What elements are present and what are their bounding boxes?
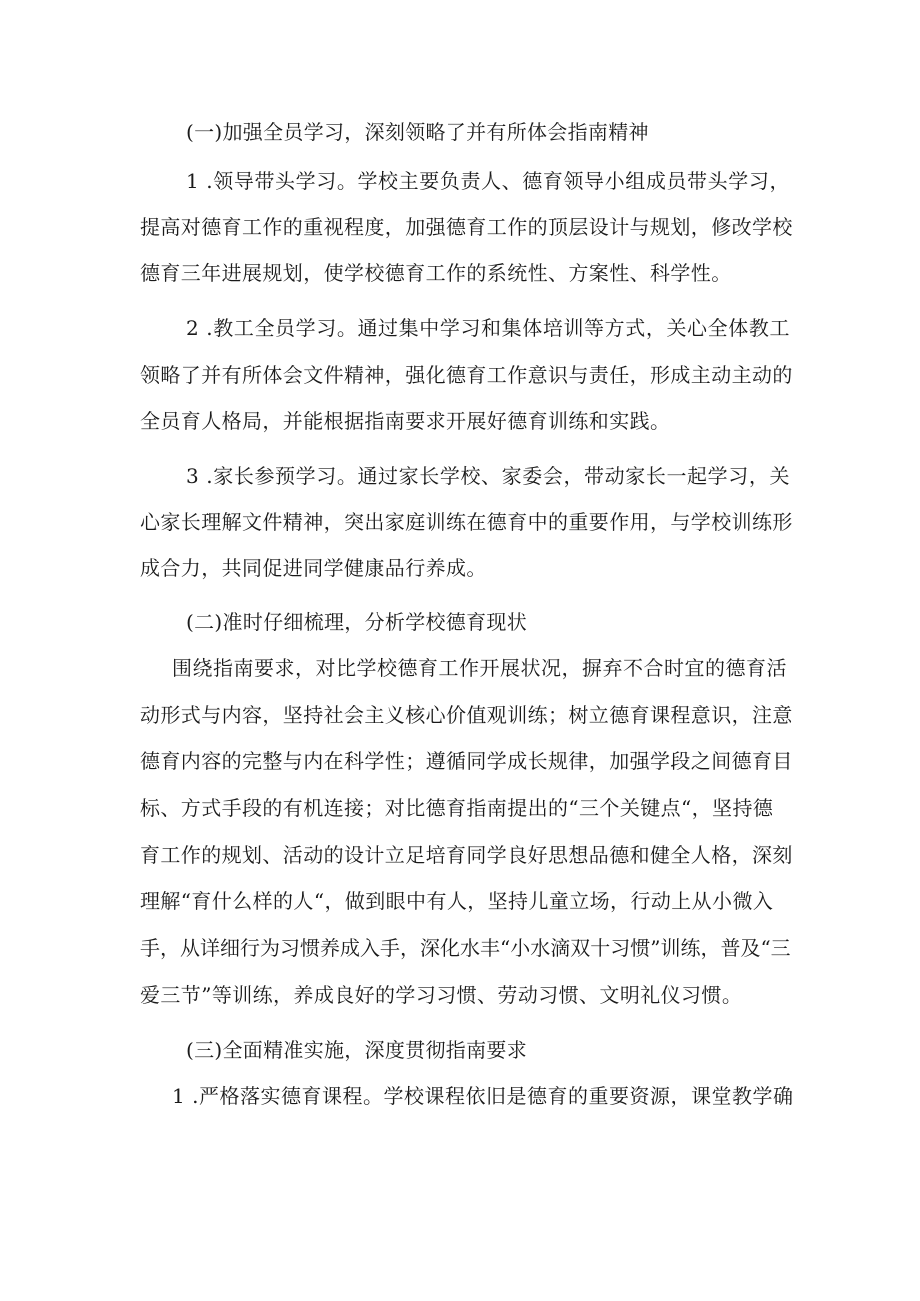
heading-line: (三)全面精准实施，深度贯彻指南要求 — [186, 1038, 528, 1062]
paragraph-line: 提高对德育工作的重视程度，加强德育工作的顶层设计与规划，修改学校 — [140, 215, 793, 239]
paragraph-line: 动形式与内容，坚持社会主义核心价值观训练；树立德育课程意识，注意 — [140, 703, 793, 727]
paragraph-line: 1 .领导带头学习。学校主要负责人、德育领导小组成员带头学习， — [186, 169, 791, 193]
heading-line: (一)加强全员学习，深刻领略了并有所体会指南精神 — [186, 120, 649, 144]
paragraph-line: 手，从详细行为习惯养成入手，深化水丰“小水滴双十习惯”训练，普及“三 — [140, 936, 791, 960]
paragraph-line: 爱三节”等训练，养成良好的学习习惯、劳动习惯、文明礼仪习惯。 — [140, 983, 743, 1007]
paragraph-line: 标、方式手段的有机连接；对比德育指南提出的“三个关键点“，坚持德 — [140, 796, 774, 820]
paragraph-line: 3 .家长参预学习。通过家长学校、家委会，带动家长一起学习，关 — [186, 464, 791, 488]
paragraph-line: 成合力，共同促进同学健康品行养成。 — [140, 556, 487, 580]
heading-line: (二)准时仔细梳理，分析学校德育现状 — [186, 610, 528, 634]
paragraph-line: 德育内容的完整与内在科学性；遵循同学成长规律，加强学段之间德育目 — [140, 749, 793, 773]
paragraph-line: 1 .严格落实德育课程。学校课程依旧是德育的重要资源，课堂教学确 — [172, 1084, 794, 1108]
paragraph-line: 心家长理解文件精神，突出家庭训练在德育中的重要作用，与学校训练形 — [140, 510, 793, 534]
paragraph-line: 围绕指南要求，对比学校德育工作开展状况，摒弃不合时宜的德育活 — [172, 656, 787, 680]
paragraph-line: 育工作的规划、活动的设计立足培育同学良好思想品德和健全人格，深刻 — [140, 843, 793, 867]
paragraph-line: 领略了并有所体会文件精神，强化德育工作意识与责任，形成主动主动的 — [140, 363, 793, 387]
paragraph-line: 理解“育什么样的人“，做到眼中有人，坚持儿童立场，行动上从小微入 — [140, 889, 774, 913]
paragraph-line: 德育三年进展规划，使学校德育工作的系统性、方案性、科学性。 — [140, 261, 732, 285]
paragraph-line: 2 .教工全员学习。通过集中学习和集体培训等方式，关心全体教工 — [186, 316, 791, 340]
paragraph-line: 全员育人格局，并能根据指南要求开展好德育训练和实践。 — [140, 409, 671, 433]
